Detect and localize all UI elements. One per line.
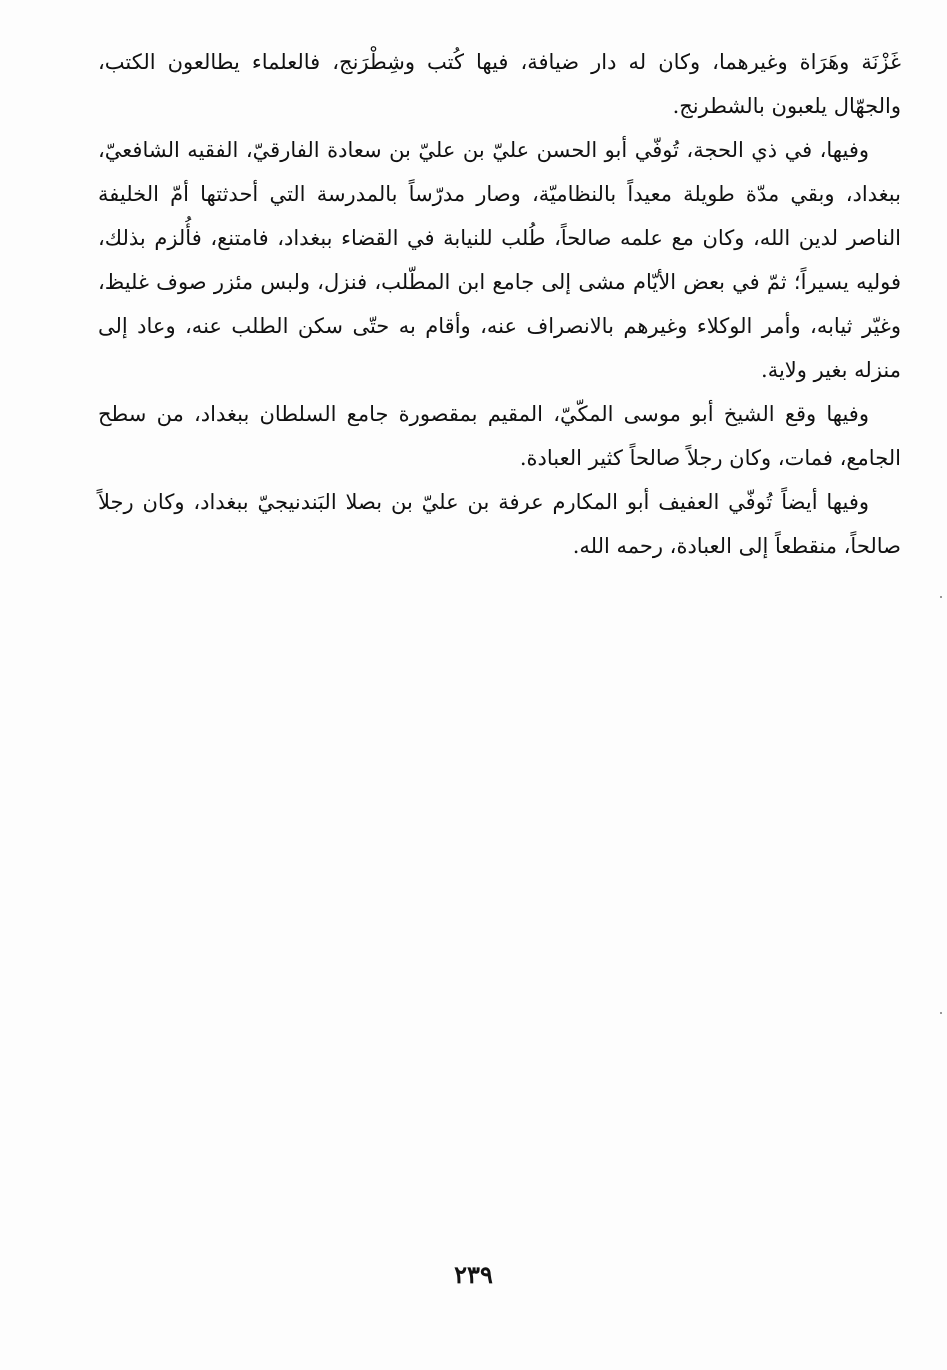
paragraph-3: وفيها وقع الشيخ أبو موسى المكّيّ، المقيم بمقصورة جامع السلطان ببغداد، من سطح الجامع، فمات، وكان رجلاً صالحاً كثير العبادة. <box>98 402 901 470</box>
page-number: ٢٣٩ <box>454 1260 493 1289</box>
main-text-block <box>98 40 901 568</box>
paragraph-1: غَزْنَة وهَرَاة وغيرهما، وكان له دار ضيافة، فيها كُتب وشِطْرَنج، فالعلماء يطالعون الكتب، والجهّال يلعبون بالشطرنج. <box>98 50 901 118</box>
paragraph-2: وفيها، في ذي الحجة، تُوفّي أبو الحسن عليّ بن عليّ بن سعادة الفارقيّ، الفقيه الشافعيّ، ببغداد، وبقي مدّة طويلة معيداً بالنظاميّة، وصار مدرّساً بالمدرسة التي أحدثتها أمّ الخليفة الناصر لدين الله، وكان مع علمه صالحاً، طُلب للنيابة في القضاء ببغداد، فامتنع، فأُلزم بذلك، فوليه يسيراً؛ ثمّ في بعض الأيّام مشى إلى جامع ابن المطّلب، فنزل، ولبس مئزر صوف غليظ، وغيّر ثيابه، وأمر الوكلاء وغيرهم بالانصراف عنه، وأقام به حتّى سكن الطلب عنه، وعاد إلى منزله بغير ولاية. <box>98 138 901 382</box>
scan-speck <box>940 596 942 598</box>
scan-speck <box>940 1012 942 1014</box>
paragraph-4: وفيها أيضاً تُوفّي العفيف أبو المكارم عرفة بن عليّ بن بصلا البَندنيجيّ ببغداد، وكان رجلاً صالحاً، منقطعاً إلى العبادة، رحمه الله. <box>98 490 901 558</box>
